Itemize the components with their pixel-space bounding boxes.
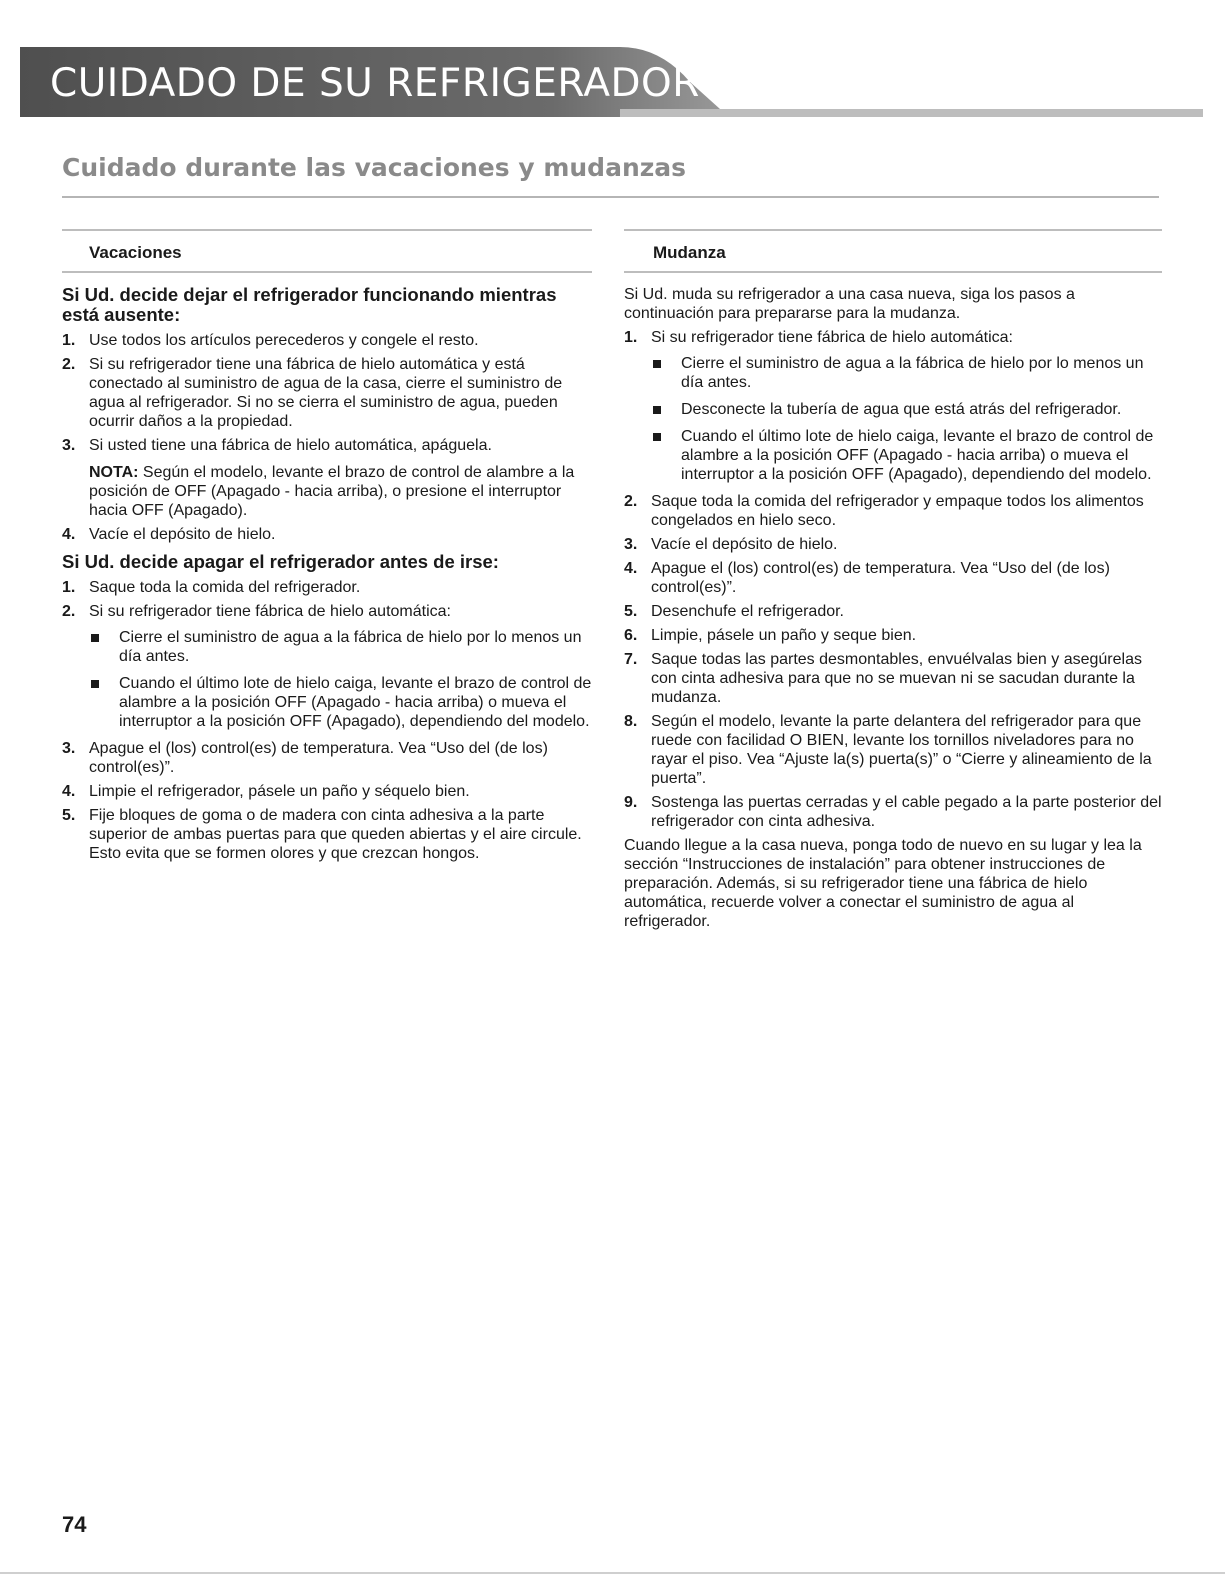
note-text: Según el modelo, levante el brazo de control de alambre a la posición de OFF (Apagado - hacia arriba), o presione el interruptor hacia OFF (Apagado). bbox=[89, 464, 575, 519]
list-item bbox=[62, 355, 592, 431]
list-item bbox=[62, 806, 592, 863]
vacation-column bbox=[62, 229, 592, 868]
list-item bbox=[62, 525, 592, 544]
step-number: 2. bbox=[62, 356, 76, 373]
list-item bbox=[624, 535, 1162, 554]
step-number: 1. bbox=[624, 329, 638, 346]
page-bottom-rule bbox=[0, 1572, 1225, 1574]
step-number: 2. bbox=[624, 493, 638, 510]
moving-steps bbox=[624, 328, 1162, 831]
vacation-off-steps bbox=[62, 578, 592, 863]
step-number: 1. bbox=[62, 579, 76, 596]
step-text: Limpie el refrigerador, pásele un paño y séquelo bien. bbox=[89, 783, 470, 800]
step-text: Si su refrigerador tiene una fábrica de hielo automática y está conectado al suministro de agua de la casa, cierre el suministro de agua al refrigerador. Si no se cierra el suministro de agua, pueden ocurrir daños a la propiedad. bbox=[89, 356, 563, 430]
bullet-item bbox=[89, 674, 592, 731]
step-number: 5. bbox=[62, 807, 76, 824]
bullet-item bbox=[651, 400, 1162, 419]
step-number: 6. bbox=[624, 627, 638, 644]
list-item bbox=[624, 602, 1162, 621]
bullet-item bbox=[651, 427, 1162, 484]
vacation-header-label: Vacaciones bbox=[89, 243, 182, 262]
bullet-text: Desconecte la tubería de agua que está atrás del refrigerador. bbox=[681, 401, 1122, 418]
list-item bbox=[62, 739, 592, 777]
page-number: 74 bbox=[62, 1512, 87, 1537]
step-text: Apague el (los) control(es) de temperatura. Vea “Uso del (de los) control(es)”. bbox=[89, 740, 548, 776]
step-text: Si usted tiene una fábrica de hielo automática, apáguela. bbox=[89, 437, 492, 454]
moving-header-label: Mudanza bbox=[653, 243, 726, 262]
step-text: Si su refrigerador tiene fábrica de hielo automática: bbox=[89, 603, 451, 620]
step-text: Fije bloques de goma o de madera con cinta adhesiva a la parte superior de ambas puertas para que queden abiertas y el aire circule. Esto evita que se formen olores y que crezcan hongos. bbox=[89, 807, 582, 862]
step-text: Sostenga las puertas cerradas y el cable pegado a la parte posterior del refrigerador con cinta adhesiva. bbox=[651, 794, 1162, 830]
step-number: 5. bbox=[624, 603, 638, 620]
square-bullet-icon bbox=[653, 433, 661, 441]
bullet-list bbox=[651, 354, 1162, 484]
step-text: Use todos los artículos perecederos y congele el resto. bbox=[89, 332, 479, 349]
list-item bbox=[62, 436, 592, 520]
step-text: Según el modelo, levante la parte delantera del refrigerador para que ruede con facilidad O BIEN, levante los tornillos niveladores para no rayar el piso. Vea “Ajuste la(s) puerta(s)” o “Cierre y alineamiento de la puerta”. bbox=[651, 713, 1152, 787]
list-item bbox=[624, 626, 1162, 645]
step-number: 4. bbox=[62, 526, 76, 543]
bullet-item bbox=[89, 628, 592, 666]
note bbox=[89, 463, 592, 520]
step-number: 3. bbox=[624, 536, 638, 553]
square-bullet-icon bbox=[91, 680, 99, 688]
bullet-list bbox=[89, 628, 592, 731]
note-label: NOTA: bbox=[89, 464, 139, 481]
bullet-text: Cierre el suministro de agua a la fábrica de hielo por lo menos un día antes. bbox=[681, 355, 1144, 391]
moving-closing: Cuando llegue a la casa nueva, ponga todo de nuevo en su lugar y lea la sección “Instrucciones de instalación” para obtener instrucciones de preparación. Además, si su refrigerador tiene una fábrica de hielo automática, recuerde volver a conectar el suministro de agua al refrigerador. bbox=[624, 837, 1142, 930]
moving-intro: Si Ud. muda su refrigerador a una casa nueva, siga los pasos a continuación para prepararse para la mudanza. bbox=[624, 286, 1075, 322]
step-number: 7. bbox=[624, 651, 638, 668]
step-text: Saque toda la comida del refrigerador. bbox=[89, 579, 361, 596]
vacation-subheading-off: Si Ud. decide apagar el refrigerador antes de irse: bbox=[62, 551, 499, 572]
step-text: Vacíe el depósito de hielo. bbox=[651, 536, 838, 553]
list-item bbox=[62, 331, 592, 350]
step-number: 4. bbox=[624, 560, 638, 577]
step-number: 2. bbox=[62, 603, 76, 620]
list-item bbox=[624, 650, 1162, 707]
bullet-item bbox=[651, 354, 1162, 392]
list-item bbox=[624, 328, 1162, 484]
list-item bbox=[62, 578, 592, 597]
step-text: Desenchufe el refrigerador. bbox=[651, 603, 844, 620]
step-number: 9. bbox=[624, 794, 638, 811]
vacation-running-steps bbox=[62, 331, 592, 544]
square-bullet-icon bbox=[91, 634, 99, 642]
bullet-text: Cuando el último lote de hielo caiga, levante el brazo de control de alambre a la posición OFF (Apagado - hacia arriba) o mueva el interruptor a la posición OFF (Apagado), dependiendo del modelo. bbox=[681, 428, 1154, 483]
vacation-subheading-running: Si Ud. decide dejar el refrigerador funcionando mientras está ausente: bbox=[62, 284, 557, 325]
step-text: Saque toda la comida del refrigerador y empaque todos los alimentos congelados en hielo seco. bbox=[651, 493, 1144, 529]
title-rule bbox=[62, 196, 1159, 198]
banner-title: CUIDADO DE SU REFRIGERADOR bbox=[50, 61, 700, 106]
bullet-text: Cuando el último lote de hielo caiga, levante el brazo de control de alambre a la posición OFF (Apagado - hacia arriba) o mueva el interruptor a la posición OFF (Apagado), dependiendo del modelo. bbox=[119, 675, 592, 730]
square-bullet-icon bbox=[653, 360, 661, 368]
step-text: Saque todas las partes desmontables, envuélvalas bien y asegúrelas con cinta adhesiva para que no se muevan ni se sacudan durante la mudanza. bbox=[651, 651, 1142, 706]
step-number: 3. bbox=[62, 437, 76, 454]
vacation-header bbox=[62, 229, 592, 273]
step-number: 4. bbox=[62, 783, 76, 800]
step-text: Limpie, pásele un paño y seque bien. bbox=[651, 627, 917, 644]
step-text: Apague el (los) control(es) de temperatura. Vea “Uso del (de los) control(es)”. bbox=[651, 560, 1110, 596]
step-number: 3. bbox=[62, 740, 76, 757]
bullet-text: Cierre el suministro de agua a la fábrica de hielo por lo menos un día antes. bbox=[119, 629, 582, 665]
section-title: Cuidado durante las vacaciones y mudanzas bbox=[62, 153, 687, 182]
list-item bbox=[624, 492, 1162, 530]
step-text: Si su refrigerador tiene fábrica de hielo automática: bbox=[651, 329, 1013, 346]
header-banner bbox=[20, 47, 1203, 117]
list-item bbox=[624, 712, 1162, 788]
step-number: 8. bbox=[624, 713, 638, 730]
moving-column bbox=[624, 229, 1162, 936]
list-item bbox=[62, 782, 592, 801]
step-number: 1. bbox=[62, 332, 76, 349]
list-item bbox=[62, 602, 592, 731]
step-text: Vacíe el depósito de hielo. bbox=[89, 526, 276, 543]
square-bullet-icon bbox=[653, 406, 661, 414]
list-item bbox=[624, 793, 1162, 831]
list-item bbox=[624, 559, 1162, 597]
moving-header bbox=[624, 229, 1162, 273]
